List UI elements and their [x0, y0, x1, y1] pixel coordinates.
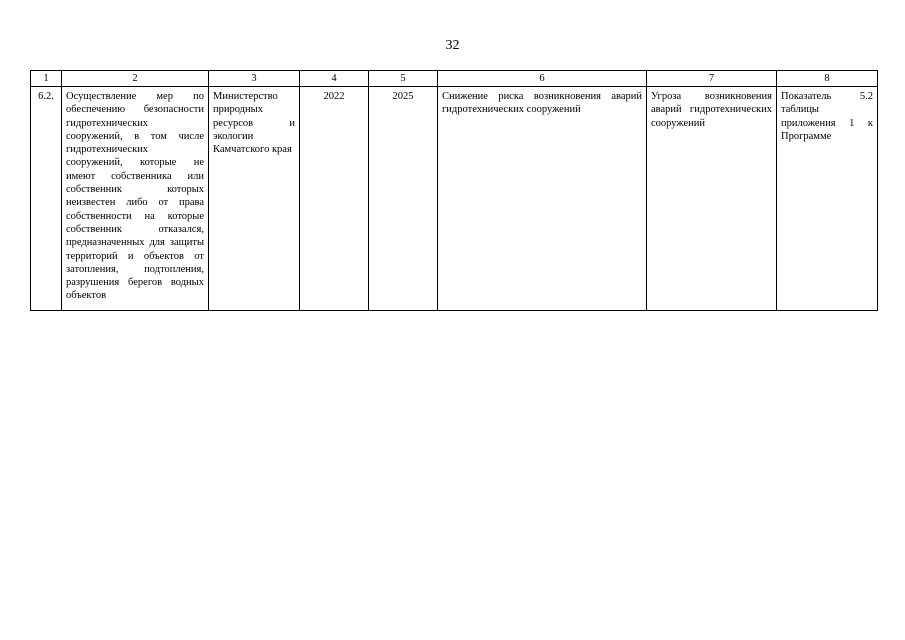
column-header: 2 [62, 71, 209, 87]
column-header: 4 [300, 71, 369, 87]
cell-end-year: 2025 [369, 87, 438, 311]
cell-consequences: Угроза возникновения аварий гидротехнических сооружений [647, 87, 777, 311]
table-header-row [31, 71, 878, 87]
column-header: 1 [31, 71, 62, 87]
table-row [31, 87, 878, 311]
page-number: 32 [445, 38, 460, 53]
cell-measure: Осуществление мер по обеспечению безопасности гидротехнических сооружений, в том числе гидротехнических сооружений, которые не имеют собственника или собственник которых неизвестен либо от права собственности на которые собственник отказался, предназначенных для защиты территорий и объектов от затопления, подтопления, разрушения берегов водных объектов [62, 87, 209, 311]
column-header: 5 [369, 71, 438, 87]
cell-indicator: Показатель 5.2 таблицы приложения 1 к Программе [777, 87, 878, 311]
cell-expected-result: Снижение риска возникновения аварий гидротехнических сооружений [438, 87, 647, 311]
cell-number: 6.2. [31, 87, 62, 311]
column-header: 8 [777, 71, 878, 87]
column-header: 7 [647, 71, 777, 87]
program-measures-table [30, 70, 878, 311]
cell-executor: Министерство природных ресурсов и экологии Камчатского края [209, 87, 300, 311]
cell-start-year: 2022 [300, 87, 369, 311]
column-header: 6 [438, 71, 647, 87]
column-header: 3 [209, 71, 300, 87]
